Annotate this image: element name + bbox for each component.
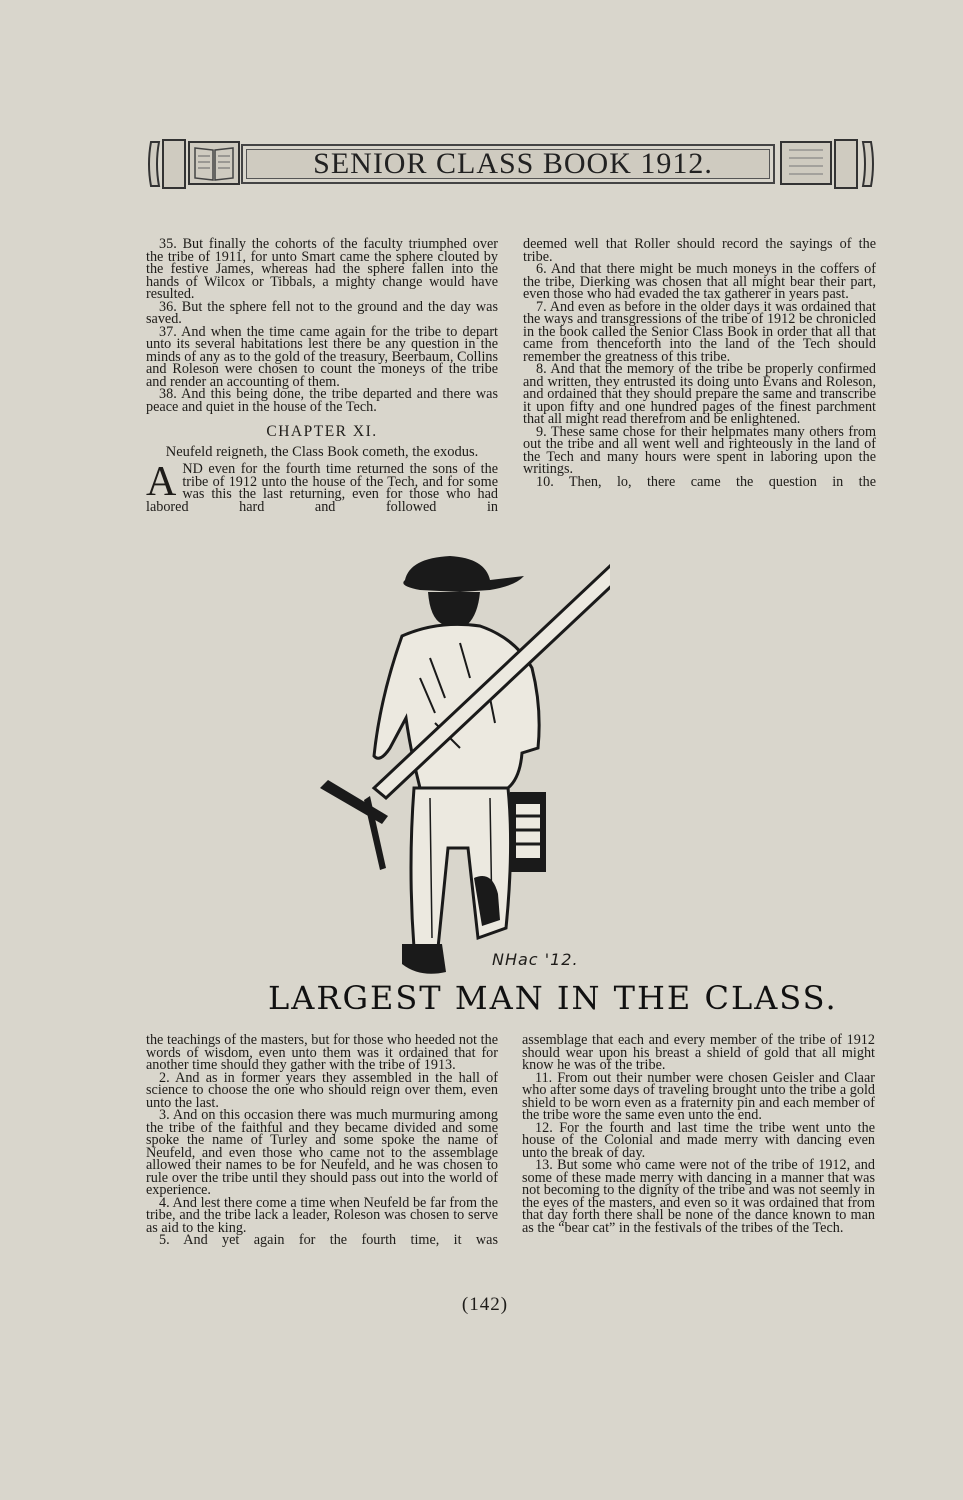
man-with-pickaxe-illustration [310,548,610,978]
hat-icon [403,556,524,592]
paragraph-5: 5. And yet again for the fourth time, it was [159,1232,498,1248]
page-number: (142) [461,1294,509,1315]
header-title: SENIOR CLASS BOOK 1912. [313,147,713,180]
paragraph-continued: deemed well that Roller should record the sayings of the tribe. [523,236,876,265]
opening-text: ND even for the fourth time returned the sons of the tribe of 1912 unto the house of the Tech, and for some was this the last returning, even for those who had labored hard and followed in [146,461,498,515]
paragraph-13: 13. But some who came were not of the tribe of 1912, and some of these made merry with dancing in a manner that was not becoming to the dignity of the tribe and was not seemly in the eyes of the masters, and even so it was ordained that from that day forth there shall be none of the dance known to man as the “bear cat” in the festivals of the tribes of the Tech. [522,1157,875,1236]
chapter-subtitle: Neufeld reigneth, the Class Book cometh, the exodus. [165,444,479,460]
paragraph-12: 12. For the fourth and last time the tribe went unto the house of the Colonial and made merry with dancing even unto the break of day. [522,1119,875,1161]
illustration-caption: LARGEST MAN IN THE CLASS. [268,979,838,1017]
paragraph-36: 36. But the sphere fell not to the ground and the day was saved. [146,298,498,327]
drop-cap: A [146,459,177,505]
paragraph-38: 38. And this being done, the tribe departed and there was peace and quiet in the house of the Tech. [146,386,498,415]
chapter-heading: CHAPTER XI. [266,423,378,440]
paragraph-11: 11. From out their number were chosen Geisler and Claar who after some days of traveling brought unto the tribe a gold shield to be worn even as a fraternity pin and each member of the tribe wore the same even unto the end. [522,1069,875,1123]
paragraph-9: 9. These same chose for their helpmates many others from out the tribe and all went well and righteously in the land of the Tech and many hours were spent in laboring upon the writings. [523,423,876,477]
paragraph-35: 35. But finally the cohorts of the faculty triumphed over the tribe of 1911, for unto Smart came the sphere clouted by the festive James, whereas had the sphere fallen into the hands of Wilcox or Tibbals, a mighty change would have resulted. [146,236,498,302]
chapter-opening [146,459,498,515]
paragraph-continued: the teachings of the masters, but for those who heeded not the words of wisdom, even unto them was it ordained that for another time should they gather with the tribe of 1913. [146,1032,498,1073]
bottom-left-column [146,1034,498,1247]
paragraph-7: 7. And even as before in the older days it was ordained that the ways and transgressions of the tribe of 1912 be chronicled in the book called the Senior Class Book in order that all that came from thenceforth into the land of the Tech should remember the greatness of this tribe. [523,298,876,365]
paragraph-4: 4. And lest there come a time when Neufeld be far from the tribe, and the tribe lack a leader, Roleson was chosen to serve as aid to the king. [146,1194,498,1236]
paragraph-10: 10. Then, lo, there came the question in the [536,473,876,490]
left-ornament-icon [145,136,245,192]
paragraph-6: 6. And that there might be much moneys in the coffers of the tribe, Dierking was chosen that all might bear their part, even those who had evaded the tax gatherer in years past. [523,261,876,302]
right-ornament-icon [777,136,877,192]
artist-signature: NHac '12. [492,950,579,969]
header-banner [145,136,877,192]
top-right-column [523,238,876,488]
paragraph-continued: assemblage that each and every member of the tribe of 1912 should wear upon his breast a shield of gold that all might know he was of the tribe. [522,1032,875,1073]
paragraph-3: 3. And on this occasion there was much murmuring among the tribe of the faithful and they became divided and some spoke the name of Turley and some spoke the name of Neufeld, and even those who came not to the assemblage allowed their names to be for Neufeld, and he was chosen to rule over the tribe until they should pass out into the world of experience. [146,1107,498,1198]
top-left-column [146,238,498,513]
paragraph-2: 2. And as in former years they assembled in the hall of science to choose the one who should reign over them, even unto the last. [146,1069,498,1111]
bottom-right-column [522,1034,875,1234]
paragraph-8: 8. And that the memory of the tribe be properly confirmed and written, they entrusted its doing unto Evans and Roleson, and ordained that they should prepare the same and transcribe it upon fifty and one hundred pages of the finest parchment that all might read therefrom and be enlightened. [523,361,876,427]
paragraph-37: 37. And when the time came again for the tribe to depart unto its several habitations lest there be any question in the minds of any as to the gold of the treasury, Beerbaum, Collins and Roleson were chosen to count the moneys of the tribe and render an accounting of them. [146,323,498,390]
